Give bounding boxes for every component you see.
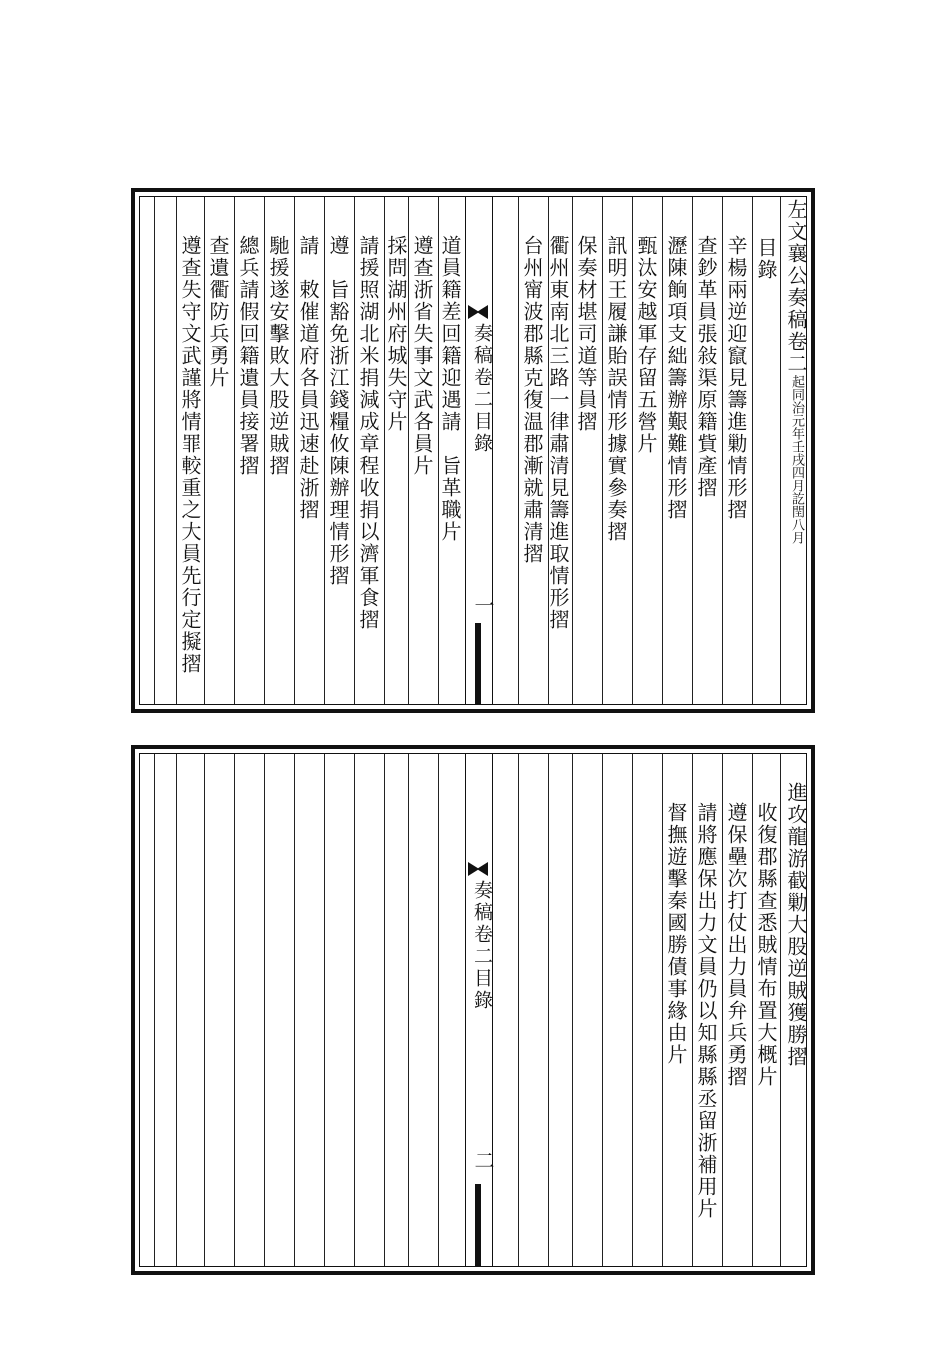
entry-23: 督撫遊擊秦國勝債事緣由片 [664,802,688,1066]
fold-bar [475,1184,481,1266]
page-bottom [131,745,815,1275]
title: 左文襄公奏稿卷二起同治元年壬戌四月訖閏八月 [784,199,808,544]
entry-16: 總兵請假回籍遺員接署摺 [236,235,260,477]
entry-1: 辛楊兩逆迎竄見籌進勦情形摺 [724,235,748,521]
page-top [131,188,815,713]
fold-column-top [465,197,493,704]
page-number-bottom: 二 [471,1150,495,1170]
entry-18: 遵查失守文武謹將情罪較重之大員先行定擬摺 [178,235,202,675]
entry-8: 台州甯波郡縣克復温郡漸就肅清摺 [520,235,544,565]
entry-17: 查遺衢防兵勇片 [206,235,230,389]
entry-2: 查鈔革員張敍渠原籍貲產摺 [694,235,718,499]
section-label: 目錄 [754,237,778,281]
entry-13: 遵 旨豁免浙江錢糧攸陳辦理情形摺 [326,235,350,587]
page-number-top: 一 [471,595,495,615]
entry-22: 請將應保出力文員仍以知縣縣丞留浙補用片 [694,802,718,1220]
fish-tail-icon [468,305,488,319]
entry-7: 衢州東南北三路一律肅清見籌進取情形摺 [546,235,570,631]
page-top-frame [139,196,807,705]
entry-9: 道員籍差回籍迎遇請 旨革職片 [438,235,462,543]
entry-4: 甄汰安越軍存留五營片 [634,235,658,455]
entry-19: 進攻龍游截勦大股逆賊獲勝摺 [784,782,808,1068]
entry-10: 遵查浙省失事文武各員片 [410,235,434,477]
entry-12: 請援照湖北米捐減成章程收捐以濟軍食摺 [356,235,380,631]
title-note: 起同治元年壬戌四月訖閏八月 [789,375,804,544]
fold-title-top: 奏稿卷二目錄 [471,323,493,455]
entry-15: 馳援遂安擊敗大股逆賊摺 [266,235,290,477]
fold-column-bottom [465,754,493,1266]
fish-tail-icon [468,862,488,876]
entry-21: 遵保壘次打仗出力員弁兵勇摺 [724,802,748,1088]
entry-20: 收復郡縣查悉賊情布置大概片 [754,802,778,1088]
entry-6: 保奏材堪司道等員摺 [574,235,598,433]
entry-14: 請 敕催道府各員迅速赴浙摺 [296,235,320,521]
entry-3: 瀝陳餉項支絀籌辦艱難情形摺 [664,235,688,521]
page-bottom-frame [139,753,807,1267]
entry-5: 訊明王履謙貽誤情形據實參奏摺 [604,235,628,543]
fold-bar [475,623,481,704]
entry-11: 採問湖州府城失守片 [384,235,408,433]
fold-title-bottom: 奏稿卷二目錄 [471,880,493,1012]
